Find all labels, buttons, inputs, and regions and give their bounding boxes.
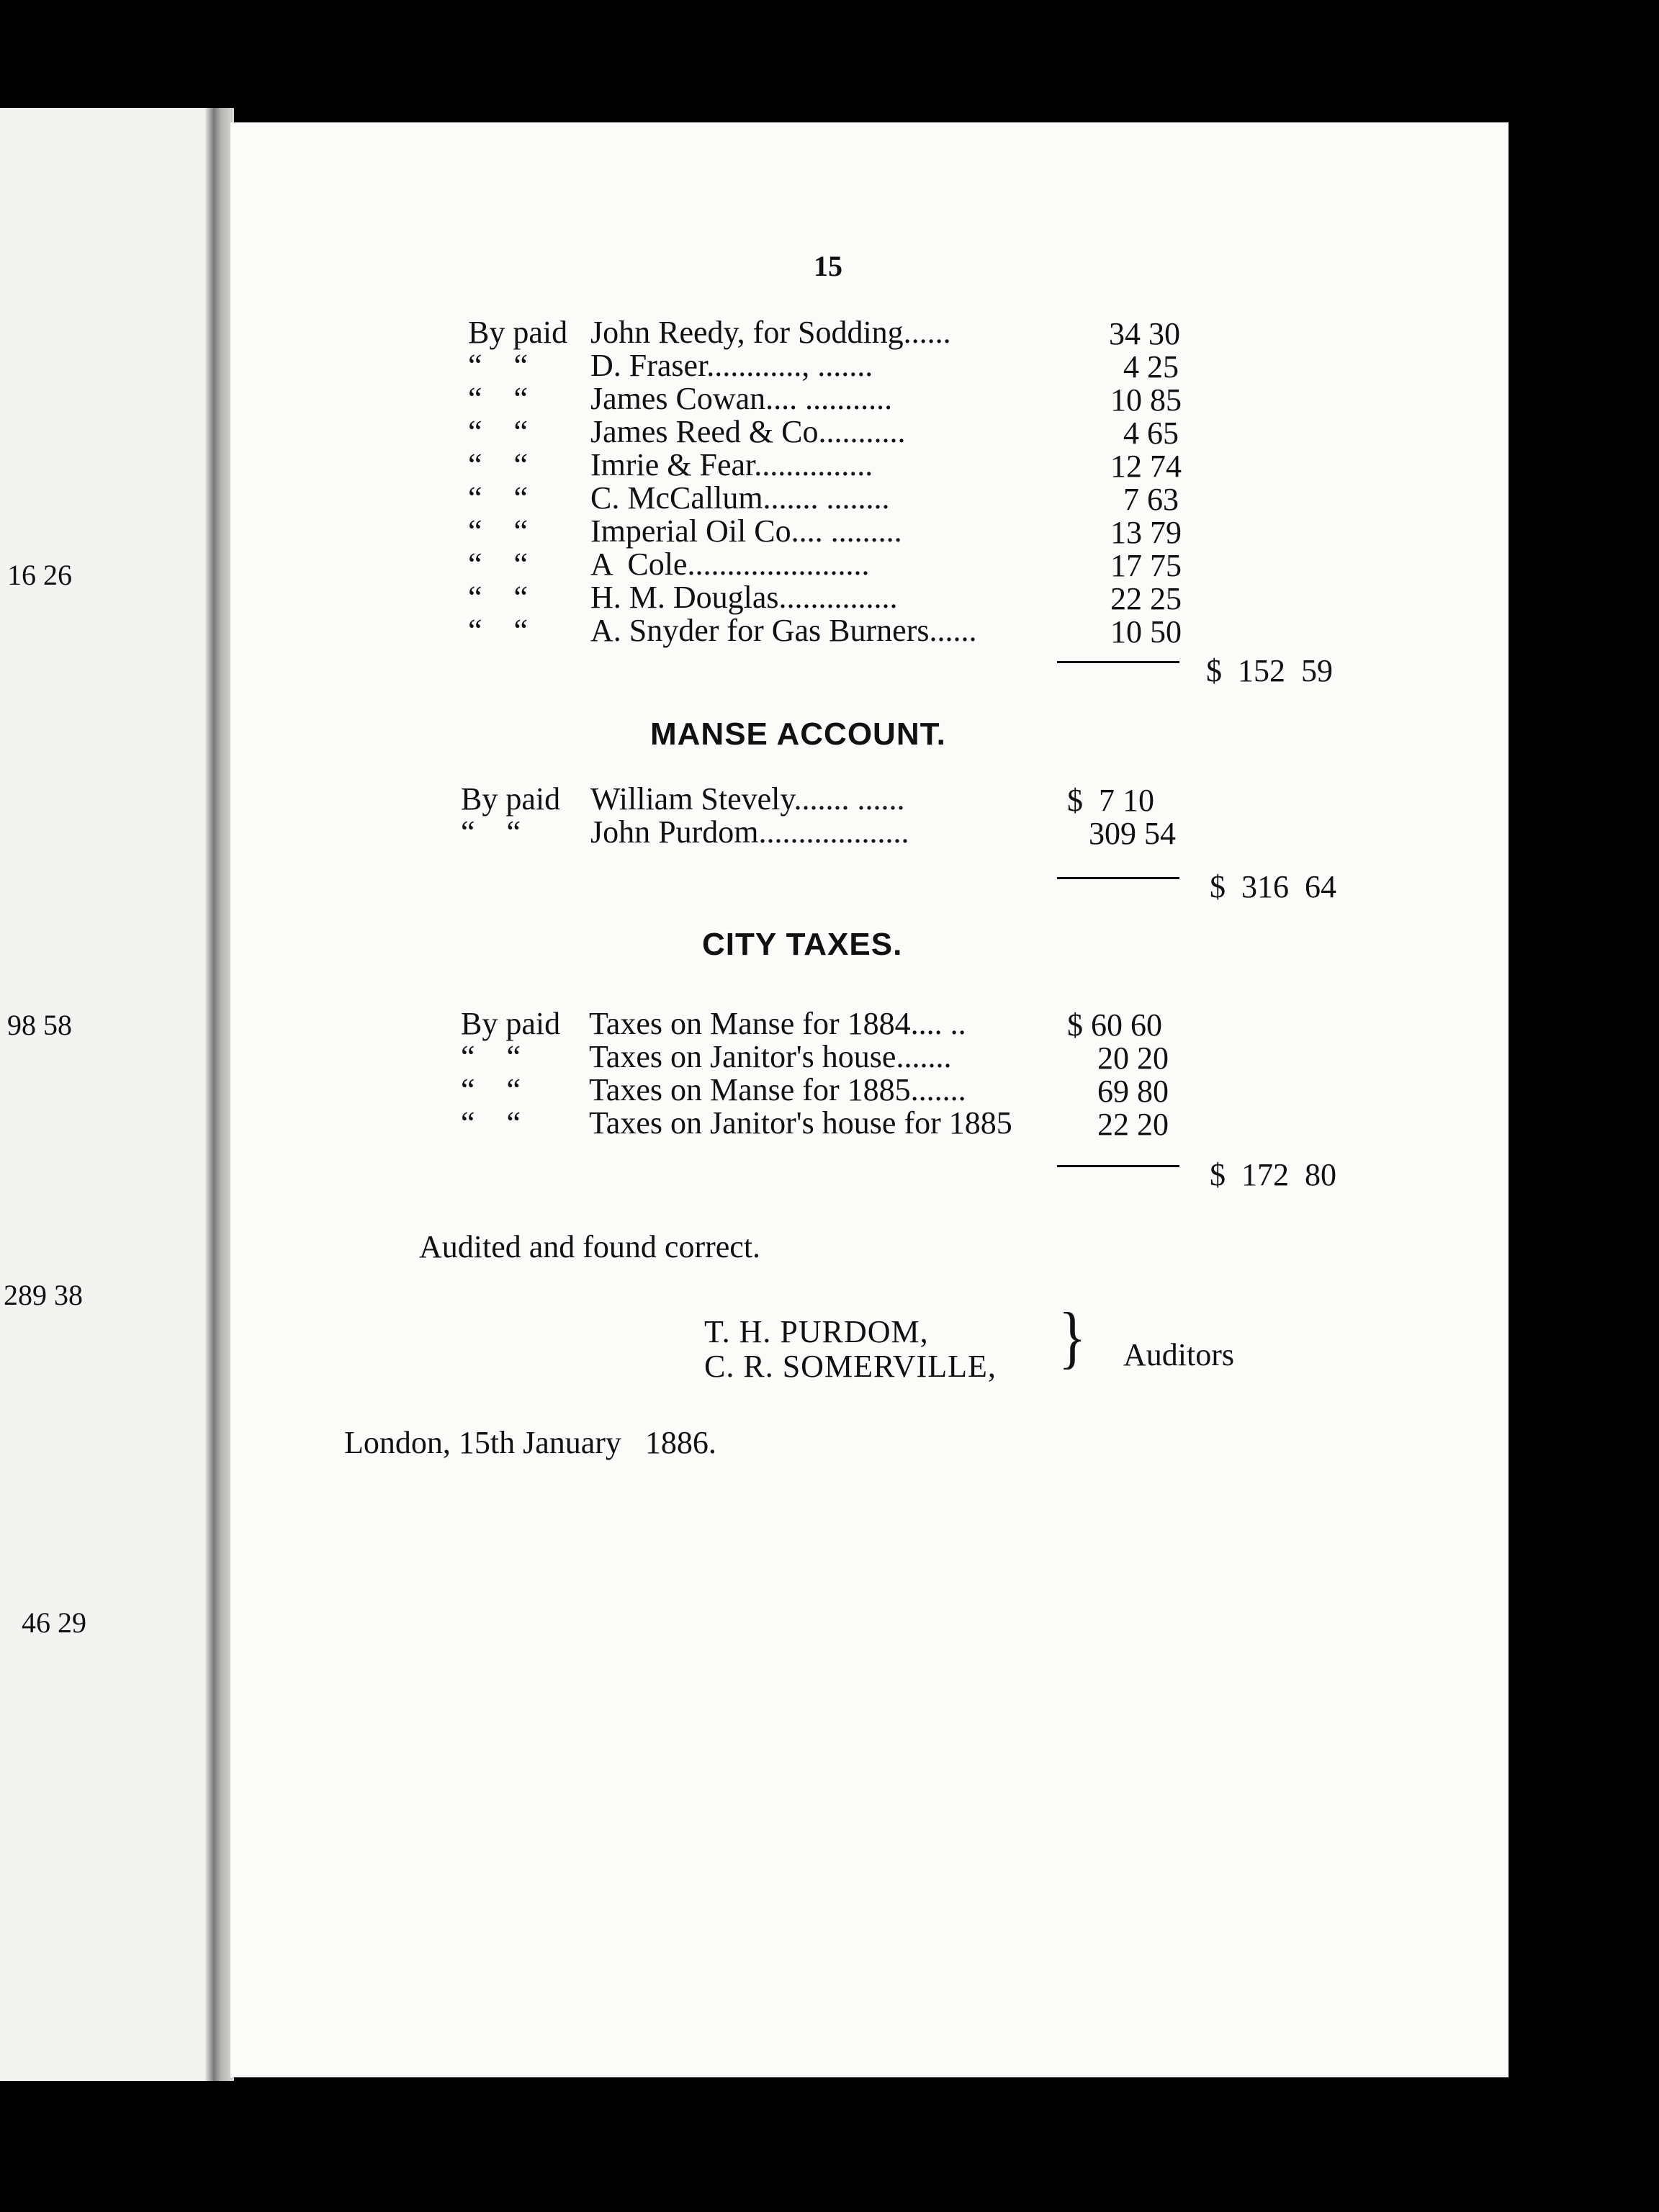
auditors-label: Auditors <box>1123 1337 1234 1372</box>
row-amount: 13 79 <box>1110 515 1182 550</box>
left-margin-number: 98 58 <box>7 1009 72 1041</box>
row-amount: 10 85 <box>1110 382 1182 418</box>
row-prefix: “ “ <box>468 547 529 582</box>
row-payee: Taxes on Janitor's house....... <box>589 1039 952 1074</box>
brace-icon: } <box>1058 1300 1087 1376</box>
subtotal-rule <box>1057 661 1179 663</box>
row-prefix: “ “ <box>468 348 529 383</box>
row-prefix: “ “ <box>461 1105 521 1141</box>
left-margin-number: 46 29 <box>22 1606 86 1639</box>
row-amount: $ 60 60 <box>1067 1007 1162 1043</box>
date-line: London, 15th January 1886. <box>344 1425 716 1460</box>
row-prefix: “ “ <box>468 381 529 416</box>
row-payee: A. Snyder for Gas Burners...... <box>590 613 977 648</box>
row-payee: C. McCallum....... ........ <box>590 480 890 516</box>
page-number: 15 <box>814 250 842 282</box>
row-prefix: By paid <box>461 781 561 817</box>
left-page-fragment <box>0 108 223 2081</box>
row-prefix: “ “ <box>461 1072 521 1107</box>
row-payee: Imperial Oil Co.... ......... <box>590 513 902 549</box>
row-payee: William Stevely....... ...... <box>590 781 905 817</box>
row-prefix: “ “ <box>468 414 529 449</box>
row-prefix: “ “ <box>468 513 529 549</box>
row-amount: 20 20 <box>1097 1040 1169 1076</box>
row-payee: James Cowan.... ........... <box>590 381 893 416</box>
row-payee: H. M. Douglas............... <box>590 580 898 615</box>
auditor-name: C. R. SOMERVILLE, <box>704 1349 997 1384</box>
ledger-page <box>230 122 1509 2077</box>
row-payee: John Reedy, for Sodding...... <box>590 315 951 350</box>
section-total: $ 152 59 <box>1206 653 1333 688</box>
row-payee: Taxes on Manse for 1884.... .. <box>589 1006 966 1041</box>
row-amount: 17 75 <box>1110 548 1182 583</box>
row-amount: 309 54 <box>1089 816 1176 851</box>
row-payee: A Cole....................... <box>590 547 870 582</box>
row-prefix: “ “ <box>468 480 529 516</box>
row-prefix: “ “ <box>468 613 529 648</box>
section-heading: CITY TAXES. <box>702 927 903 962</box>
row-payee: Taxes on Manse for 1885....... <box>589 1072 966 1107</box>
left-margin-number: 289 38 <box>4 1279 83 1311</box>
auditor-name: T. H. PURDOM, <box>704 1314 929 1349</box>
row-prefix: By paid <box>468 315 568 350</box>
row-amount: 69 80 <box>1097 1074 1169 1109</box>
subtotal-rule <box>1057 877 1179 879</box>
row-payee: John Purdom................... <box>590 814 909 850</box>
row-prefix: “ “ <box>461 1039 521 1074</box>
section-total: $ 172 80 <box>1210 1157 1336 1192</box>
row-prefix: “ “ <box>468 580 529 615</box>
row-prefix: By paid <box>461 1006 561 1041</box>
row-amount: 10 50 <box>1110 614 1182 649</box>
book-gutter <box>205 108 234 2081</box>
row-amount: 4 25 <box>1123 349 1179 385</box>
row-payee: Taxes on Janitor's house for 1885 <box>589 1105 1012 1141</box>
row-prefix: “ “ <box>461 814 521 850</box>
left-margin-number: 16 26 <box>7 559 72 591</box>
row-amount: 22 25 <box>1110 581 1182 616</box>
row-amount: 4 65 <box>1123 415 1179 451</box>
audit-statement: Audited and found correct. <box>419 1229 761 1264</box>
row-amount: 12 74 <box>1110 449 1182 484</box>
row-amount: $ 7 10 <box>1067 783 1154 818</box>
row-amount: 22 20 <box>1097 1107 1169 1142</box>
section-heading: MANSE ACCOUNT. <box>650 716 946 752</box>
section-total: $ 316 64 <box>1210 869 1336 904</box>
row-payee: James Reed & Co........... <box>590 414 906 449</box>
row-amount: 34 30 <box>1109 316 1180 351</box>
row-amount: 7 63 <box>1123 482 1179 517</box>
row-payee: Imrie & Fear............... <box>590 447 873 482</box>
subtotal-rule <box>1057 1165 1179 1167</box>
row-payee: D. Fraser............, ....... <box>590 348 873 383</box>
row-prefix: “ “ <box>468 447 529 482</box>
